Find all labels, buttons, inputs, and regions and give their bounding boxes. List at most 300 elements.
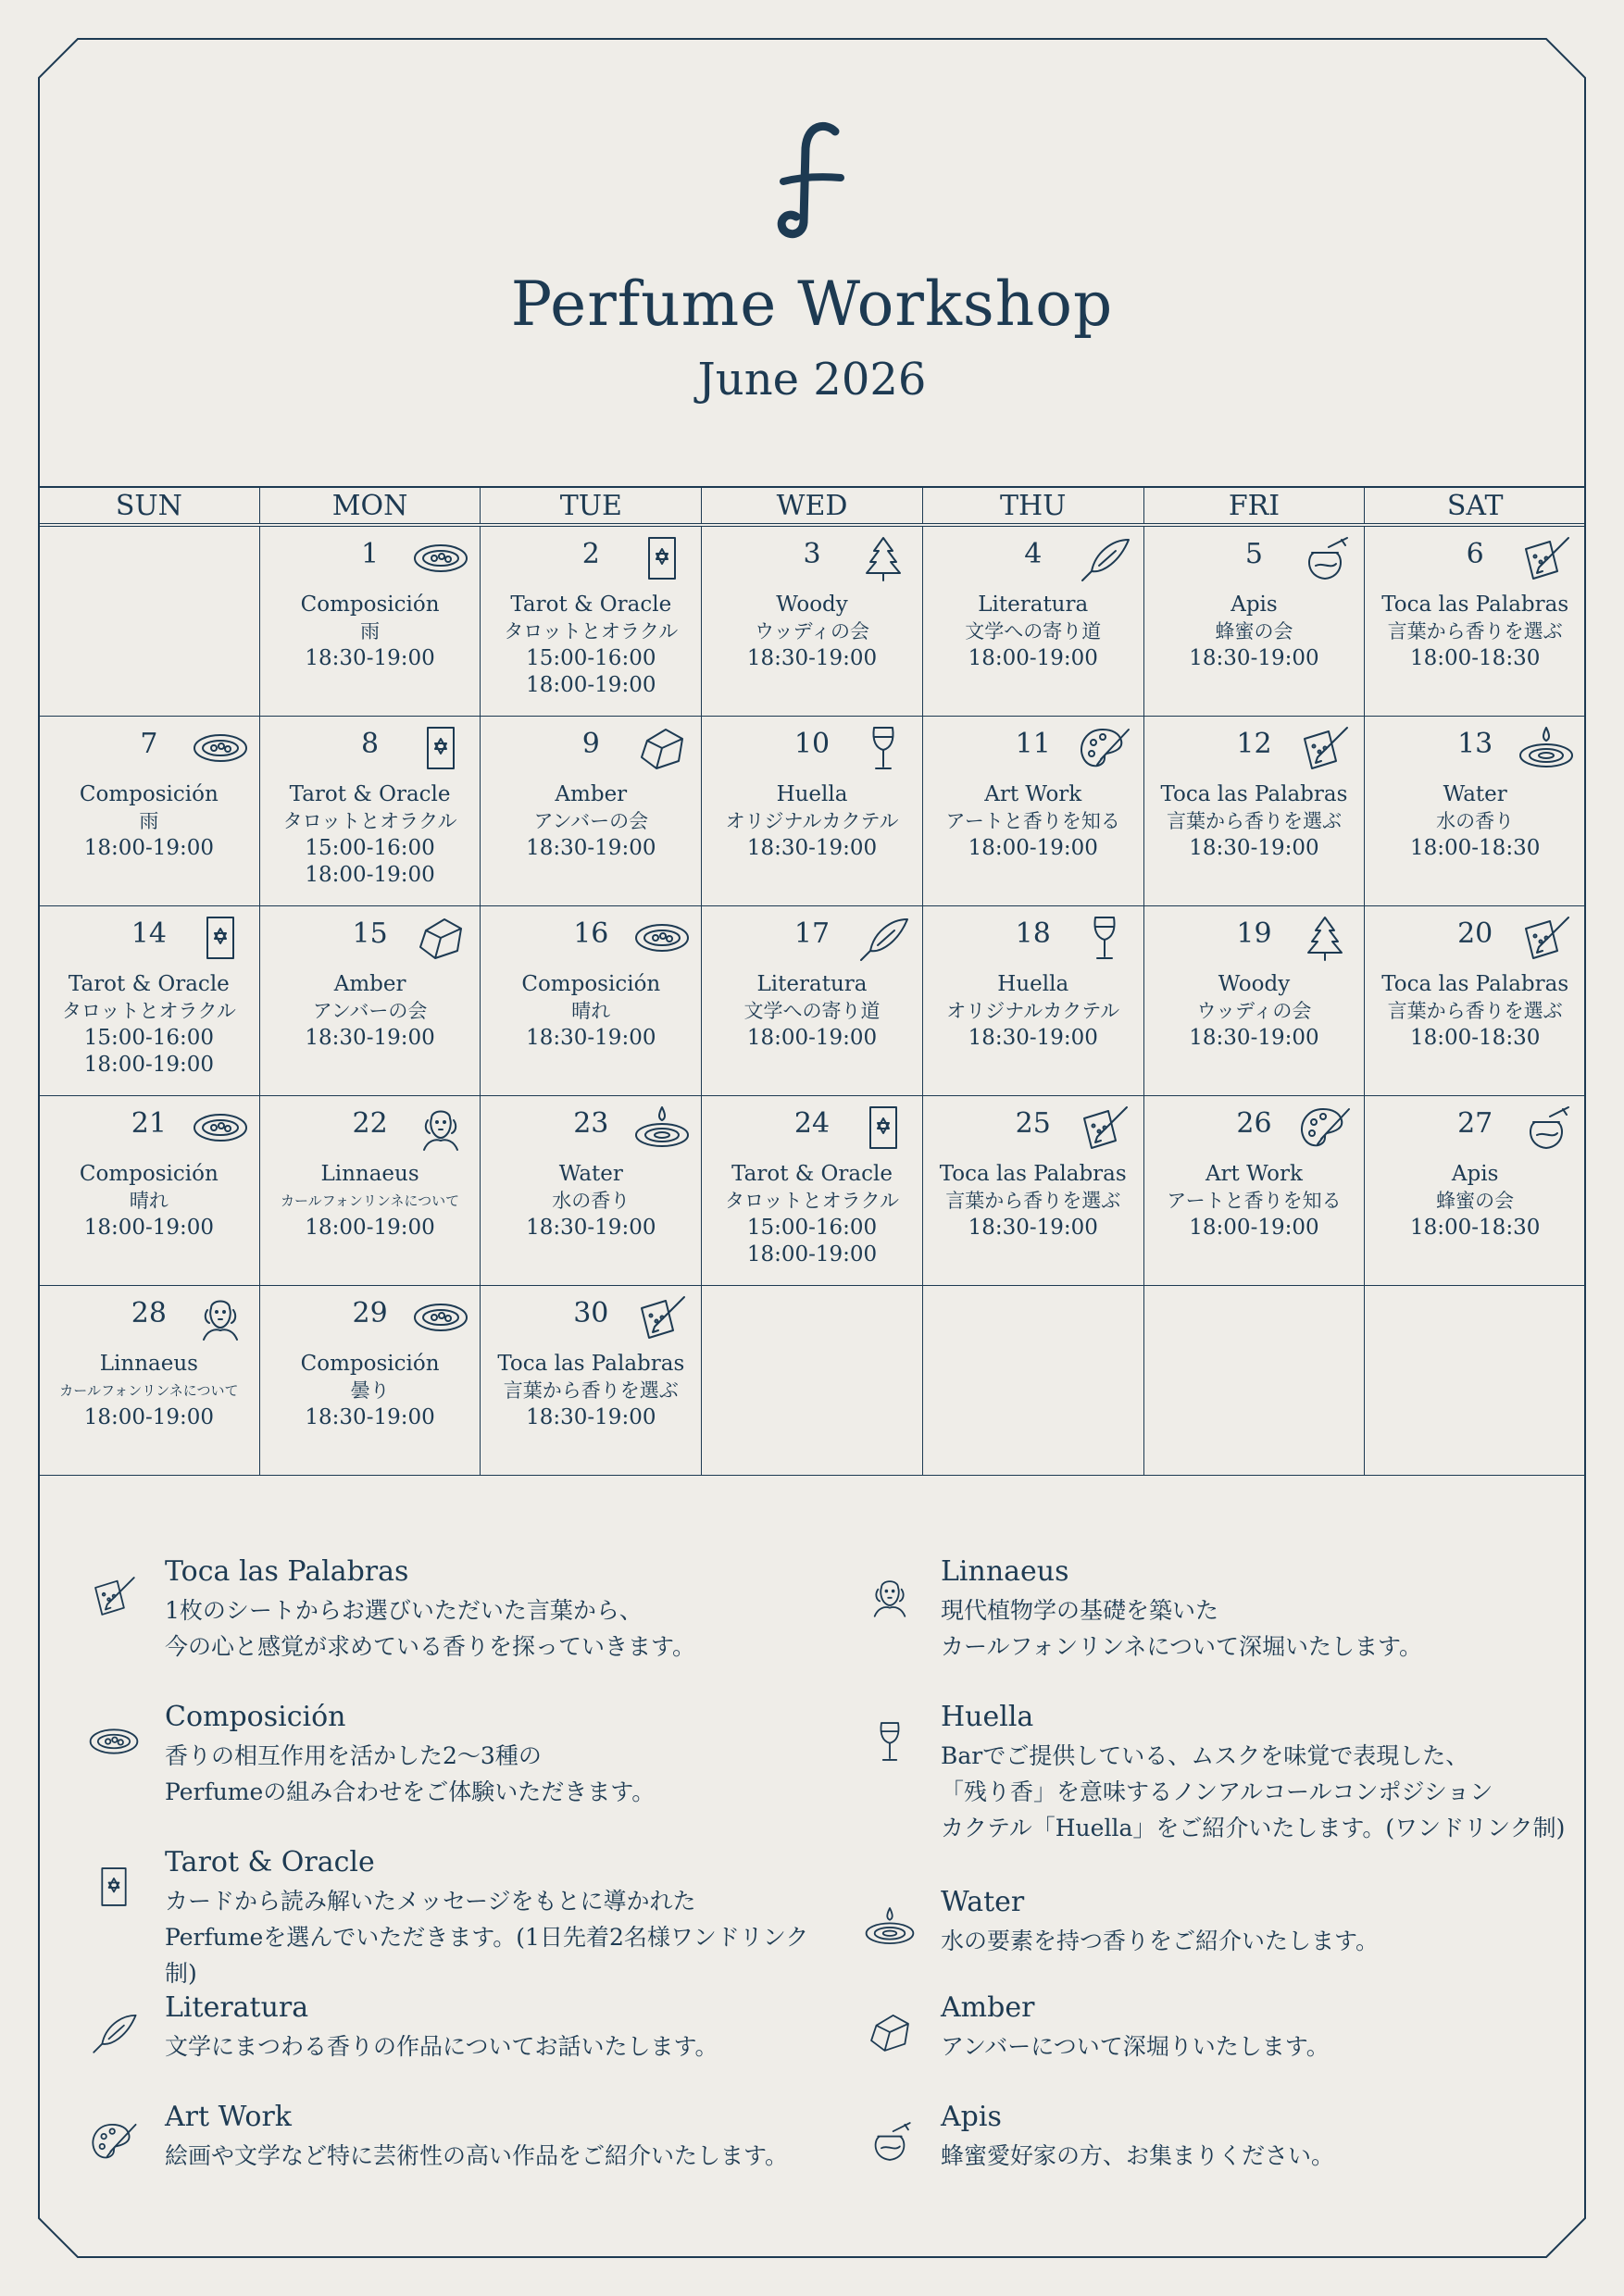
event-time: 18:00-18:30 bbox=[1410, 1026, 1541, 1050]
day-number: 23 bbox=[573, 1107, 609, 1140]
event bbox=[923, 592, 1143, 672]
event-time: 18:00-18:30 bbox=[1410, 1216, 1541, 1240]
legend-description: アンバーについて深堀りいたします。 bbox=[941, 2033, 1330, 2060]
event-title: Apis bbox=[1451, 1162, 1499, 1186]
palette-icon bbox=[87, 2117, 141, 2171]
legend-description: 香りの相互作用を活かした2〜3種の Perfumeの組み合わせをご体験いただきます。 bbox=[165, 1742, 656, 1805]
pen-paper-icon bbox=[1517, 914, 1576, 962]
day-number: 12 bbox=[1236, 728, 1272, 760]
day-number: 3 bbox=[803, 538, 821, 570]
tarot-card-icon bbox=[191, 914, 250, 962]
amber-stone-icon bbox=[863, 2008, 917, 2056]
event-time: 18:00-19:00 bbox=[83, 836, 215, 860]
day-number: 20 bbox=[1457, 917, 1493, 950]
tree-icon bbox=[1295, 914, 1355, 962]
event-subtitle: 蜂蜜の会 bbox=[1215, 620, 1293, 643]
tarot-card-icon bbox=[854, 1104, 913, 1152]
empty-day-cell bbox=[702, 1286, 923, 1475]
day-cell-7 bbox=[39, 717, 260, 905]
wine-glass-icon bbox=[1075, 914, 1134, 962]
event-subtitle: 晴れ bbox=[129, 1190, 169, 1212]
feather-icon bbox=[854, 914, 913, 962]
event-time: 15:00-16:00 bbox=[526, 646, 656, 670]
day-number: 5 bbox=[1244, 538, 1263, 570]
day-cell-10 bbox=[702, 717, 923, 905]
linnaeus-portrait-icon bbox=[863, 1572, 917, 1620]
tree-icon bbox=[1295, 914, 1355, 962]
weekday-thu: THU bbox=[923, 488, 1144, 523]
legend-title: Composición bbox=[165, 1701, 346, 1733]
event bbox=[39, 1351, 259, 1431]
event-time: 15:00-16:00 bbox=[83, 1026, 215, 1050]
linnaeus-portrait-icon bbox=[411, 1104, 470, 1152]
event-subtitle: 水の香り bbox=[1436, 810, 1515, 832]
event bbox=[702, 592, 922, 672]
page-subtitle: June 2026 bbox=[697, 354, 927, 406]
palette-icon bbox=[1075, 724, 1134, 772]
water-ripple-icon bbox=[863, 1903, 917, 1956]
event-title: Tarot & Oracle bbox=[68, 972, 230, 996]
event-subtitle: タロットとオラクル bbox=[725, 1190, 899, 1212]
day-number: 15 bbox=[352, 917, 388, 950]
composicion-icon bbox=[411, 1293, 470, 1341]
composicion-icon bbox=[191, 1104, 250, 1152]
legend-description: 絵画や文学など特に芸術性の高い作品をご紹介いたします。 bbox=[165, 2142, 789, 2169]
event bbox=[39, 1161, 259, 1242]
legend-description: 1枚のシートからお選びいただいた言葉から、 今の心と感覚が求めている香りを探っていきます。 bbox=[165, 1597, 696, 1660]
day-cell-4 bbox=[923, 527, 1144, 716]
day-cell-14 bbox=[39, 906, 260, 1095]
empty-day-cell bbox=[923, 1286, 1144, 1475]
legend-title: Literatura bbox=[165, 1991, 309, 2024]
legend-title: Huella bbox=[941, 1701, 1034, 1733]
palette-icon bbox=[1295, 1104, 1355, 1152]
event bbox=[1365, 781, 1585, 862]
tree-icon bbox=[854, 534, 913, 582]
day-cell-20 bbox=[1365, 906, 1585, 1095]
event bbox=[702, 1161, 922, 1268]
event bbox=[481, 592, 701, 699]
linnaeus-portrait-icon bbox=[191, 1293, 250, 1341]
day-number: 16 bbox=[573, 917, 609, 950]
amber-stone-icon bbox=[411, 914, 470, 962]
day-cell-12 bbox=[1144, 717, 1366, 905]
pen-paper-icon bbox=[1295, 724, 1355, 772]
day-cell-22 bbox=[260, 1096, 481, 1285]
day-number: 27 bbox=[1457, 1107, 1493, 1140]
day-number: 18 bbox=[1015, 917, 1051, 950]
event-time: 18:30-19:00 bbox=[1189, 646, 1319, 670]
pen-paper-icon bbox=[1517, 534, 1576, 582]
palette-icon bbox=[1075, 724, 1134, 772]
feather-icon bbox=[1075, 534, 1134, 582]
event bbox=[1144, 971, 1365, 1052]
honey-pot-icon bbox=[1517, 1104, 1576, 1152]
day-cell-1 bbox=[260, 527, 481, 716]
event-time: 18:00-18:30 bbox=[1410, 836, 1541, 860]
event-subtitle: オリジナルカクテル bbox=[946, 1000, 1120, 1022]
event-title: Apis bbox=[1230, 593, 1278, 617]
event-time: 18:00-19:00 bbox=[305, 863, 435, 887]
composicion-icon bbox=[191, 1104, 250, 1152]
day-cell-17 bbox=[702, 906, 923, 1095]
composicion-icon bbox=[191, 724, 250, 772]
event-time: 18:00-19:00 bbox=[968, 646, 1098, 670]
day-cell-26 bbox=[1144, 1096, 1366, 1285]
day-cell-5 bbox=[1144, 527, 1366, 716]
tree-icon bbox=[854, 534, 913, 582]
day-cell-28 bbox=[39, 1286, 260, 1475]
wine-glass-icon bbox=[1075, 914, 1134, 962]
event-time: 18:30-19:00 bbox=[305, 646, 435, 670]
day-cell-13 bbox=[1365, 717, 1585, 905]
event-title: Literatura bbox=[978, 593, 1089, 617]
wine-glass-icon bbox=[854, 724, 913, 772]
event-subtitle: 文学への寄り道 bbox=[965, 620, 1102, 643]
pen-paper-icon bbox=[1075, 1104, 1134, 1152]
day-number: 26 bbox=[1236, 1107, 1272, 1140]
event-time: 18:00-19:00 bbox=[968, 836, 1098, 860]
event bbox=[1144, 1161, 1365, 1242]
event-subtitle: カールフォンリンネについて bbox=[59, 1382, 239, 1399]
day-number: 4 bbox=[1024, 538, 1043, 570]
legend-title: Toca las Palabras bbox=[165, 1555, 409, 1588]
tarot-card-icon bbox=[411, 724, 470, 772]
composicion-icon bbox=[632, 914, 692, 962]
event-time: 18:30-19:00 bbox=[305, 1026, 435, 1050]
event-time: 18:30-19:00 bbox=[968, 1026, 1098, 1050]
tarot-card-icon bbox=[632, 534, 692, 582]
event-time: 18:30-19:00 bbox=[1189, 836, 1319, 860]
calendar-week bbox=[39, 1286, 1585, 1476]
day-cell-3 bbox=[702, 527, 923, 716]
palette-icon bbox=[87, 2117, 141, 2165]
honey-pot-icon bbox=[863, 2117, 917, 2171]
legend-description: 蜂蜜愛好家の方、お集まりください。 bbox=[941, 2142, 1335, 2169]
event-time: 18:00-19:00 bbox=[83, 1405, 215, 1429]
day-cell-29 bbox=[260, 1286, 481, 1475]
event-time: 18:00-18:30 bbox=[1410, 646, 1541, 670]
event-time: 18:30-19:00 bbox=[746, 836, 878, 860]
event-time: 18:00-19:00 bbox=[746, 1026, 878, 1050]
event-title: Water bbox=[558, 1162, 623, 1186]
calendar-week bbox=[39, 717, 1585, 906]
event-title: Toca las Palabras bbox=[1381, 593, 1569, 617]
event-time: 18:30-19:00 bbox=[526, 1216, 656, 1240]
event-title: Composición bbox=[300, 1352, 440, 1376]
event-subtitle: アンバーの会 bbox=[533, 810, 649, 832]
legend-title: Apis bbox=[941, 2101, 1002, 2133]
linnaeus-portrait-icon bbox=[191, 1293, 250, 1341]
event-subtitle: アンバーの会 bbox=[312, 1000, 428, 1022]
pen-paper-icon bbox=[1517, 534, 1576, 582]
wine-glass-icon bbox=[863, 1717, 917, 1771]
day-number: 7 bbox=[140, 728, 158, 760]
calendar-week bbox=[39, 527, 1585, 717]
honey-pot-icon bbox=[863, 2117, 917, 2165]
event-title: Art Work bbox=[984, 782, 1082, 806]
day-cell-16 bbox=[481, 906, 702, 1095]
event-subtitle: 晴れ bbox=[571, 1000, 611, 1022]
feather-icon bbox=[854, 914, 913, 962]
honey-pot-icon bbox=[1517, 1104, 1576, 1152]
day-cell-25 bbox=[923, 1096, 1144, 1285]
event bbox=[260, 971, 481, 1052]
tarot-card-icon bbox=[191, 914, 250, 962]
weekday-sun: SUN bbox=[39, 488, 260, 523]
day-cell-8 bbox=[260, 717, 481, 905]
day-number: 22 bbox=[352, 1107, 388, 1140]
event-time: 18:30-19:00 bbox=[526, 836, 656, 860]
day-cell-24 bbox=[702, 1096, 923, 1285]
event-subtitle: ウッディの会 bbox=[1196, 1000, 1312, 1022]
feather-icon bbox=[87, 2008, 141, 2062]
feather-icon bbox=[1075, 534, 1134, 582]
event-time: 18:30-19:00 bbox=[968, 1216, 1098, 1240]
weekday-sat: SAT bbox=[1446, 490, 1504, 522]
event-subtitle: 雨 bbox=[139, 810, 159, 832]
tarot-card-icon bbox=[87, 1863, 141, 1916]
amber-stone-icon bbox=[632, 724, 692, 772]
event bbox=[260, 592, 481, 672]
day-number: 24 bbox=[793, 1107, 831, 1140]
event-title: Amber bbox=[333, 972, 406, 996]
event-subtitle: 言葉から香りを選ぶ bbox=[1387, 1000, 1563, 1022]
event-subtitle: 文学への寄り道 bbox=[743, 1000, 881, 1022]
event-subtitle: 言葉から香りを選ぶ bbox=[945, 1190, 1121, 1212]
weekday-header bbox=[39, 486, 1585, 527]
event-time: 18:00-19:00 bbox=[746, 1242, 878, 1267]
pen-paper-icon bbox=[1075, 1104, 1134, 1152]
water-ripple-icon bbox=[863, 1903, 917, 1951]
event-title: Amber bbox=[555, 782, 628, 806]
composicion-icon bbox=[87, 1717, 141, 1766]
legend-description: カードから読み解いたメッセージをもとに導かれた Perfumeを選んでいただきます。(1日先着2名様ワンドリンク制) bbox=[165, 1888, 809, 1987]
event bbox=[39, 781, 259, 862]
composicion-icon bbox=[632, 914, 692, 962]
page-title: Perfume Workshop bbox=[510, 268, 1114, 340]
day-number: 6 bbox=[1466, 538, 1484, 570]
event-subtitle: ウッディの会 bbox=[755, 620, 869, 643]
event-subtitle: 雨 bbox=[360, 620, 381, 643]
event-title: Literatura bbox=[756, 972, 868, 996]
day-cell-23 bbox=[481, 1096, 702, 1285]
empty-day-cell bbox=[1365, 1286, 1585, 1475]
day-cell-6 bbox=[1365, 527, 1585, 716]
event-subtitle: 蜂蜜の会 bbox=[1436, 1190, 1515, 1212]
day-number: 9 bbox=[581, 728, 600, 760]
wine-glass-icon bbox=[863, 1717, 917, 1766]
event-subtitle: タロットとオラクル bbox=[282, 810, 457, 832]
event bbox=[481, 781, 701, 862]
linnaeus-portrait-icon bbox=[863, 1572, 917, 1626]
calendar-week bbox=[39, 906, 1585, 1096]
pen-paper-icon bbox=[632, 1293, 692, 1341]
day-number: 11 bbox=[1015, 728, 1051, 760]
event bbox=[702, 781, 922, 862]
day-number: 1 bbox=[361, 538, 380, 570]
event-title: Composición bbox=[300, 593, 440, 617]
event-time: 18:30-19:00 bbox=[305, 1405, 435, 1429]
logo bbox=[770, 120, 854, 241]
event bbox=[923, 1161, 1143, 1242]
event-subtitle: タロットとオラクル bbox=[504, 620, 679, 643]
event-subtitle: 言葉から香りを選ぶ bbox=[1387, 620, 1563, 643]
event-subtitle: アートと香りを知る bbox=[945, 810, 1120, 832]
event bbox=[923, 781, 1143, 862]
composicion-icon bbox=[411, 534, 470, 582]
pen-paper-icon bbox=[87, 1572, 141, 1620]
composicion-icon bbox=[411, 534, 470, 582]
composicion-icon bbox=[191, 724, 250, 772]
day-number: 8 bbox=[361, 728, 380, 760]
water-ripple-icon bbox=[632, 1104, 692, 1152]
event-time: 18:00-19:00 bbox=[83, 1216, 215, 1240]
event-time: 18:00-19:00 bbox=[83, 1053, 215, 1077]
event bbox=[1365, 1161, 1585, 1242]
day-number: 29 bbox=[352, 1297, 388, 1329]
event-title: Art Work bbox=[1205, 1162, 1303, 1186]
event-title: Linnaeus bbox=[320, 1162, 419, 1186]
day-cell-21 bbox=[39, 1096, 260, 1285]
day-number: 2 bbox=[581, 538, 600, 570]
event-subtitle: オリジナルカクテル bbox=[725, 810, 899, 832]
event bbox=[260, 1161, 481, 1242]
event-time: 18:30-19:00 bbox=[746, 646, 878, 670]
honey-pot-icon bbox=[1295, 534, 1355, 582]
event-subtitle: 曇り bbox=[350, 1379, 390, 1402]
day-cell-2 bbox=[481, 527, 702, 716]
event-title: Composición bbox=[521, 972, 661, 996]
event bbox=[1365, 971, 1585, 1052]
tarot-card-icon bbox=[87, 1863, 141, 1911]
tarot-card-icon bbox=[411, 724, 470, 772]
water-ripple-icon bbox=[1517, 724, 1576, 772]
event-title: Composición bbox=[79, 1162, 219, 1186]
feather-icon bbox=[87, 2008, 141, 2056]
event-time: 18:30-19:00 bbox=[1189, 1026, 1319, 1050]
legend-title: Tarot & Oracle bbox=[165, 1846, 375, 1878]
event-title: Woody bbox=[776, 593, 848, 617]
event-title: Tarot & Oracle bbox=[289, 782, 451, 806]
palette-icon bbox=[1295, 1104, 1355, 1152]
amber-stone-icon bbox=[411, 914, 470, 962]
calendar-weeks bbox=[39, 527, 1585, 1476]
event-title: Toca las Palabras bbox=[1160, 782, 1348, 806]
day-cell-27 bbox=[1365, 1096, 1585, 1285]
event-title: Composición bbox=[79, 782, 219, 806]
event-time: 18:30-19:00 bbox=[526, 1026, 656, 1050]
empty-day-cell bbox=[39, 527, 260, 716]
day-cell-9 bbox=[481, 717, 702, 905]
linnaeus-portrait-icon bbox=[411, 1104, 470, 1152]
event bbox=[39, 971, 259, 1079]
tarot-card-icon bbox=[854, 1104, 913, 1152]
day-cell-15 bbox=[260, 906, 481, 1095]
event-title: Huella bbox=[776, 782, 848, 806]
weekday-tue: TUE bbox=[481, 488, 702, 523]
honey-pot-icon bbox=[1295, 534, 1355, 582]
event-time: 18:00-19:00 bbox=[305, 1216, 435, 1240]
event bbox=[481, 1351, 701, 1431]
legend-description: Barでご提供している、ムスクを味覚で表現した、 「残り香」を意味するノンアルコールコンポジション カクテル「Huella」をご紹介いたします。(ワンドリンク制) bbox=[941, 1742, 1566, 1841]
water-ripple-icon bbox=[632, 1104, 692, 1152]
event-subtitle: アートと香りを知る bbox=[1167, 1190, 1342, 1212]
legend-title: Art Work bbox=[165, 2101, 292, 2133]
water-ripple-icon bbox=[1517, 724, 1576, 772]
pen-paper-icon bbox=[632, 1293, 692, 1341]
day-number: 19 bbox=[1236, 917, 1272, 950]
event-time: 18:30-19:00 bbox=[526, 1405, 656, 1429]
wine-glass-icon bbox=[854, 724, 913, 772]
calendar bbox=[39, 486, 1585, 1476]
day-cell-18 bbox=[923, 906, 1144, 1095]
amber-stone-icon bbox=[632, 724, 692, 772]
event bbox=[923, 971, 1143, 1052]
day-number: 28 bbox=[131, 1297, 167, 1329]
day-number: 21 bbox=[131, 1107, 167, 1140]
event-time: 18:00-19:00 bbox=[1189, 1216, 1319, 1240]
legend-title: Linnaeus bbox=[941, 1555, 1069, 1588]
calendar-week bbox=[39, 1096, 1585, 1286]
event-title: Huella bbox=[997, 972, 1069, 996]
pen-paper-icon bbox=[87, 1572, 141, 1626]
weekday-mon: MON bbox=[260, 488, 481, 523]
event-title: Toca las Palabras bbox=[1381, 972, 1569, 996]
event bbox=[260, 781, 481, 889]
composicion-icon bbox=[411, 1293, 470, 1341]
empty-day-cell bbox=[1144, 1286, 1366, 1475]
event-subtitle: 水の香り bbox=[552, 1190, 631, 1212]
day-number: 30 bbox=[573, 1297, 609, 1329]
day-cell-11 bbox=[923, 717, 1144, 905]
day-cell-30 bbox=[481, 1286, 702, 1475]
composicion-icon bbox=[87, 1717, 141, 1771]
event-time: 15:00-16:00 bbox=[746, 1216, 878, 1240]
day-cell-19 bbox=[1144, 906, 1366, 1095]
pen-paper-icon bbox=[1295, 724, 1355, 772]
event bbox=[260, 1351, 481, 1431]
event-title: Toca las Palabras bbox=[939, 1162, 1127, 1186]
weekday-fri: FRI bbox=[1144, 488, 1366, 523]
event bbox=[1144, 781, 1365, 862]
event-time: 15:00-16:00 bbox=[305, 836, 435, 860]
pen-paper-icon bbox=[1517, 914, 1576, 962]
event bbox=[481, 971, 701, 1052]
day-number: 13 bbox=[1457, 728, 1493, 760]
tarot-card-icon bbox=[632, 534, 692, 582]
day-number: 17 bbox=[793, 917, 831, 950]
legend-title: Amber bbox=[941, 1991, 1035, 2024]
event-time: 18:00-19:00 bbox=[526, 673, 656, 697]
event-title: Woody bbox=[1218, 972, 1291, 996]
event bbox=[702, 971, 922, 1052]
legend-description: 現代植物学の基礎を築いた カールフォンリンネについて深堀いたします。 bbox=[941, 1597, 1423, 1660]
event-title: Water bbox=[1443, 782, 1507, 806]
event-title: Toca las Palabras bbox=[497, 1352, 685, 1376]
event-subtitle: カールフォンリンネについて bbox=[280, 1192, 460, 1209]
event bbox=[481, 1161, 701, 1242]
day-number: 25 bbox=[1015, 1107, 1051, 1140]
event-subtitle: 言葉から香りを選ぶ bbox=[1166, 810, 1342, 832]
legend-title: Water bbox=[941, 1886, 1025, 1918]
day-number: 14 bbox=[131, 917, 167, 950]
event-title: Linnaeus bbox=[99, 1352, 198, 1376]
event bbox=[1365, 592, 1585, 672]
weekday-wed: WED bbox=[702, 488, 923, 523]
event-subtitle: 言葉から香りを選ぶ bbox=[503, 1379, 679, 1402]
legend-description: 水の要素を持つ香りをご紹介いたします。 bbox=[941, 1928, 1380, 1954]
